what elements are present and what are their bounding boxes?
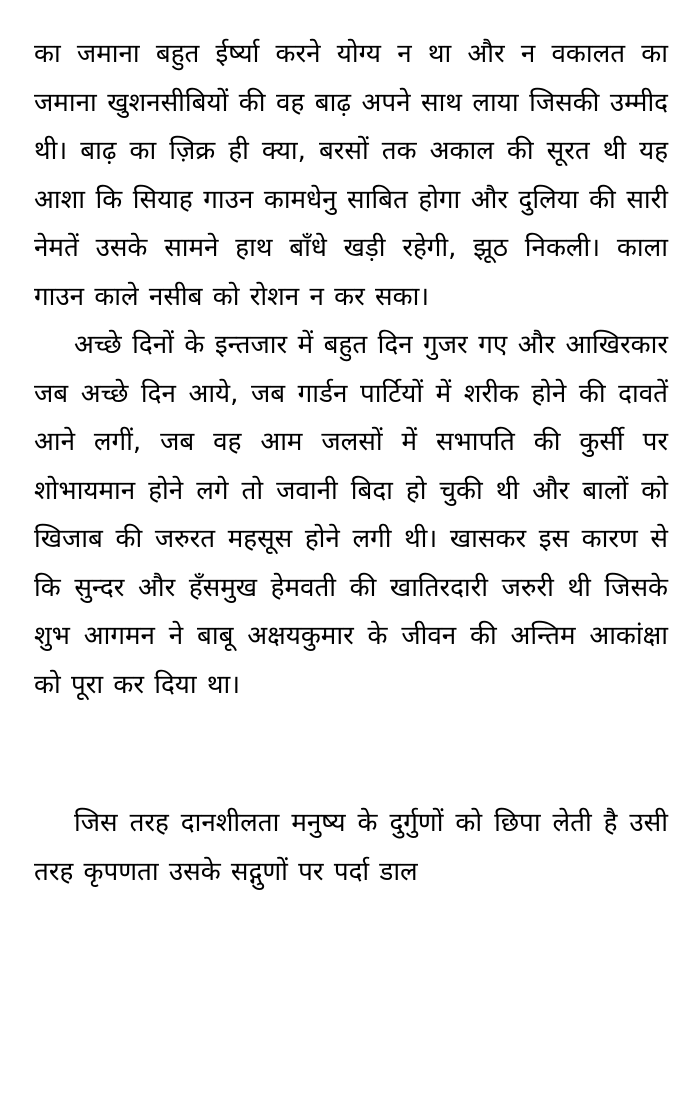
section-gap — [34, 709, 668, 799]
paragraph-2: अच्छे दिनों के इन्तजार में बहुत दिन गुजर गए और आखिरकार जब अच्छे दिन आये, जब गार्डन पार्टियों में शरीक होने की दावतें आने लगीं, जब वह आम जलसों में सभापति की कुर्सी पर शोभायमान होने लगे तो जवानी बिदा हो चुकी थी और बालों को खिजाब की जरुरत महसूस होने लगी थी। खासकर इस कारण से कि सुन्दर और हँसमुख हेमवती की खातिरदारी जरुरी थी जिसके शुभ आगमन ने बाबू अक्षयकुमार के जीवन की अन्तिम आकांक्षा को पूरा कर दिया था। — [34, 330, 668, 700]
paragraph-3: जिस तरह दानशीलता मनुष्य के दुर्गुणों को छिपा लेती है उसी तरह कृपणता उसके सद्गुणों पर पर्दा डाल — [34, 808, 668, 887]
paragraph-1: का जमाना बहुत ईर्ष्या करने योग्य न था और न वकालत का जमाना खुशनसीबियों की वह बाढ़ अपने साथ लाया जिसकी उम्मीद थी। बाढ़ का ज़िक्र ही क्या, बरसों तक अकाल की सूरत थी यह आशा कि सियाह गाउन कामधेनु साबित होगा और दुलिया की सारी नेमतें उसके सामने हाथ बाँधे खड़ी रहेगी, झूठ निकली। काला गाउन काले नसीब को रोशन न कर सका। — [34, 39, 668, 312]
